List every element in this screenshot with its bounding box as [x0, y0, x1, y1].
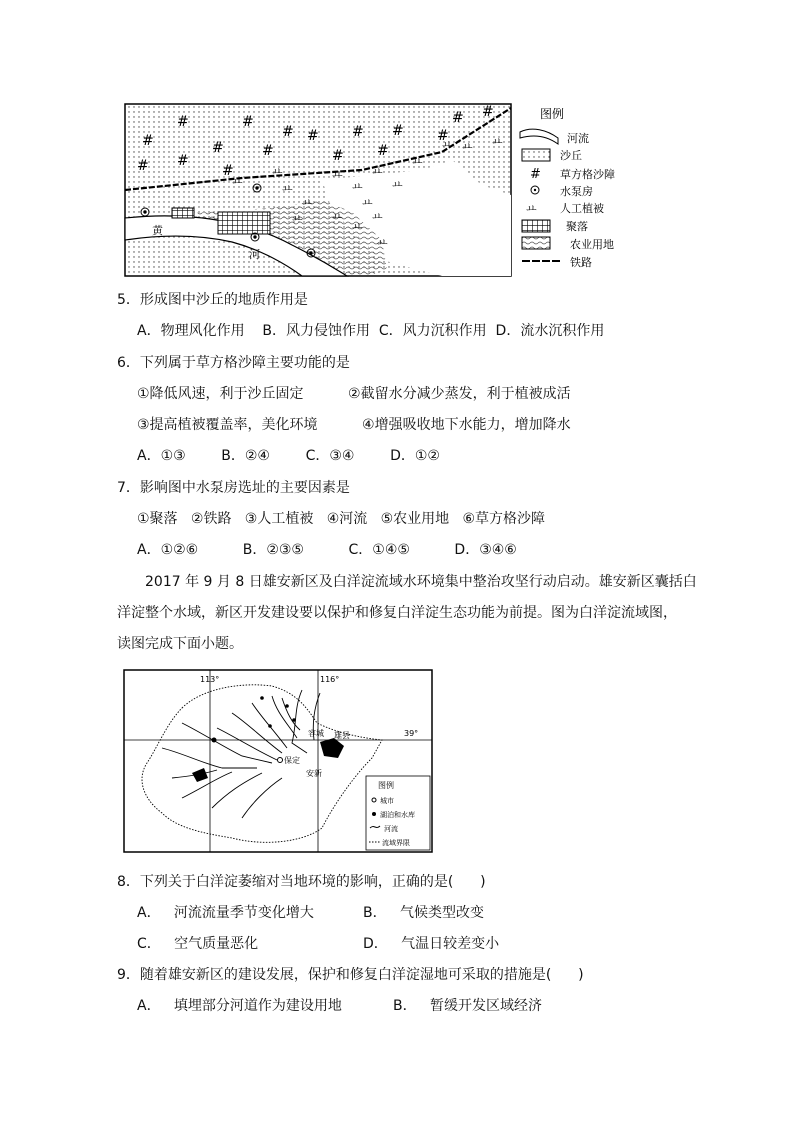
basin-legend-title: 图例 — [378, 781, 394, 790]
svg-text:ㅛ: ㅛ — [392, 178, 403, 191]
q6-items-1: ①降低风速，利于沙丘固定 ②截留水分减少蒸发，利于植被成活 — [137, 386, 571, 402]
passage-line-3: 读图完成下面小题。 — [117, 636, 243, 652]
svg-text:ㅛ: ㅛ — [352, 180, 363, 193]
city-label-xiongxian: 雄县 — [334, 731, 350, 740]
dune-icon — [522, 149, 550, 161]
svg-text:#: # — [482, 104, 494, 120]
desert-map-figure — [122, 100, 642, 282]
legend-label-farmland: 农业用地 — [570, 238, 614, 251]
svg-text:#: # — [212, 140, 224, 156]
q9-stem: 9．随着雄安新区的建设发展，保护和修复白洋淀湿地可采取的措施是( ) — [117, 967, 584, 983]
farmland-icon — [522, 237, 550, 249]
q7-items: ①聚落 ②铁路 ③人工植被 ④河流 ⑤农业用地 ⑥草方格沙障 — [137, 511, 546, 527]
river-label-river: 河 — [249, 248, 260, 261]
q8-option-d: D． 气温日较差变小 — [363, 936, 500, 952]
grass-grid-icon: # — [530, 167, 541, 182]
svg-text:#: # — [352, 124, 364, 140]
legend-title: 图例 — [540, 107, 565, 121]
lake-label: 保定 — [284, 756, 300, 765]
svg-text:#: # — [137, 158, 149, 174]
legend-label-dune: 沙丘 — [560, 149, 582, 162]
svg-text:#: # — [142, 133, 154, 149]
svg-text:ㅛ: ㅛ — [442, 138, 453, 151]
svg-text:#: # — [222, 163, 234, 179]
lon-label-113: 113° — [200, 675, 220, 684]
q8-option-c: C． 空气质量恶化 — [137, 936, 259, 952]
basin-legend-river: 河流 — [384, 825, 398, 833]
basin-legend — [366, 776, 430, 850]
city-label-rongcheng: 容城 — [308, 729, 324, 738]
passage-line-2: 洋淀整个水域，新区开发建设要以保护和修复白洋淀生态功能为前提。图为白洋淀流域图， — [117, 605, 677, 621]
svg-text:#: # — [332, 148, 344, 164]
legend-label-pump: 水泵房 — [560, 185, 593, 198]
map-legend — [520, 106, 615, 269]
svg-text:#: # — [437, 128, 449, 144]
river-label-yellow: 黄 — [152, 224, 163, 237]
q5-options: A．物理风化作用 B．风力侵蚀作用 C．风力沉积作用 D．流水沉积作用 — [137, 323, 605, 339]
settlement-block-2 — [218, 212, 270, 234]
svg-text:ㅛ: ㅛ — [292, 212, 303, 225]
passage-line-1: 2017 年 9 月 8 日雄安新区及白洋淀流域水环境集中整治攻坚行动启动。雄安新区囊括白 — [145, 574, 697, 590]
svg-text:#: # — [282, 124, 294, 140]
settlement-block-1 — [172, 208, 194, 218]
svg-text:ㅛ: ㅛ — [362, 196, 373, 209]
svg-text:#: # — [307, 128, 319, 144]
lon-label-116: 116° — [320, 675, 340, 684]
svg-text:ㅛ: ㅛ — [412, 155, 423, 168]
q8-stem: 8．下列关于白洋淀萎缩对当地环境的影响，正确的是( ) — [117, 874, 486, 890]
svg-text:ㅛ: ㅛ — [352, 220, 363, 233]
q6-items-2: ③提高植被覆盖率，美化环境 ④增强吸收地下水能力，增加降水 — [137, 417, 571, 433]
basin-legend-boundary: 流域界限 — [382, 839, 410, 847]
svg-text:ㅛ: ㅛ — [492, 135, 503, 148]
basin-legend-city: 城市 — [380, 797, 394, 805]
svg-text:ㅛ: ㅛ — [372, 165, 383, 178]
city-icon — [372, 798, 376, 802]
q9-option-b: B． 暂缓开发区域经济 — [393, 998, 542, 1014]
svg-text:ㅛ: ㅛ — [372, 210, 383, 223]
legend-label-settlement: 聚落 — [566, 220, 588, 233]
settlement-icon — [522, 220, 550, 232]
q8-option-b: B． 气候类型改变 — [363, 905, 484, 921]
vegetation-icon: ㅛ — [526, 202, 537, 215]
svg-text:ㅛ: ㅛ — [332, 210, 343, 223]
city-marker-baoding — [278, 758, 283, 763]
lat-label-39: 39° — [404, 729, 419, 738]
svg-text:ㅛ: ㅛ — [232, 175, 243, 188]
svg-text:ㅛ: ㅛ — [462, 140, 473, 153]
city-label-anxin: 安新 — [306, 769, 322, 778]
river-icon — [520, 129, 558, 144]
q7-stem: 7．影响图中水泵房选址的主要因素是 — [117, 480, 350, 496]
svg-text:ㅛ: ㅛ — [302, 196, 313, 209]
svg-text:ㅛ: ㅛ — [282, 182, 293, 195]
q7-options: A．①②⑥ B．②③⑤ C．①④⑤ D．③④⑥ — [137, 542, 517, 558]
svg-text:#: # — [177, 114, 189, 130]
q5-stem: 5．形成图中沙丘的地质作用是 — [117, 292, 308, 308]
desert-map-svg — [122, 100, 642, 282]
q9-option-a: A． 填埋部分河道作为建设用地 — [137, 998, 342, 1014]
legend-label-grass-grid: 草方格沙障 — [560, 168, 615, 181]
svg-text:ㅛ: ㅛ — [332, 168, 343, 181]
svg-text:#: # — [242, 114, 254, 130]
svg-text:ㅛ: ㅛ — [377, 236, 388, 249]
q6-options: A．①③ B．②④ C．③④ D．①② — [137, 448, 440, 464]
basin-legend-lake: 湖泊和水库 — [380, 811, 415, 819]
svg-text:#: # — [392, 123, 404, 139]
q6-stem: 6．下列属于草方格沙障主要功能的是 — [117, 355, 350, 371]
svg-text:#: # — [177, 153, 189, 169]
legend-label-vegetation: 人工植被 — [560, 202, 604, 215]
lake-icon — [372, 812, 376, 816]
svg-text:#: # — [452, 110, 464, 126]
basin-map-svg — [122, 668, 434, 854]
q8-option-a: A． 河流流量季节变化增大 — [137, 905, 314, 921]
legend-label-river: 河流 — [567, 132, 589, 145]
legend-label-railway: 铁路 — [570, 256, 592, 269]
pump-icon — [531, 186, 539, 194]
svg-text:#: # — [262, 143, 274, 159]
baiyangdian-basin-figure — [122, 668, 434, 854]
svg-text:ㅛ: ㅛ — [272, 165, 283, 178]
svg-text:#: # — [377, 143, 389, 159]
